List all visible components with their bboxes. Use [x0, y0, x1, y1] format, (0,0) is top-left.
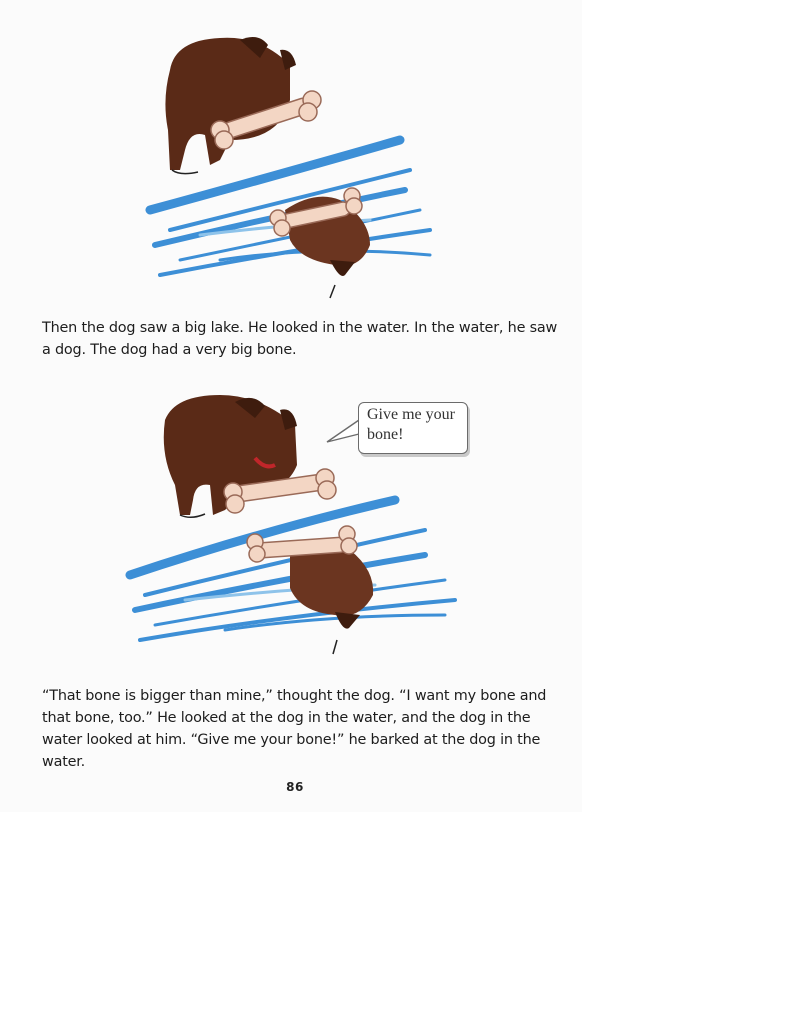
story-paragraph-1: Then the dog saw a big lake. He looked in the water. In the water, he saw a dog. The dog had a very big bone.	[42, 320, 558, 358]
dog-at-lake-illustration	[140, 30, 440, 305]
reflection-dog-icon	[290, 544, 373, 654]
story-paragraph-2: “That bone is bigger than mine,” thought the dog. “I want my bone and that bone, too.” He looked at the dog in the water, and the dog in the water looked at him. “Give me your bone!” he barked at the dog in the water.	[42, 688, 547, 770]
speech-bubble: Give me your bone!	[358, 402, 468, 454]
dog-icon	[165, 37, 296, 174]
page-number: 86	[286, 780, 304, 794]
